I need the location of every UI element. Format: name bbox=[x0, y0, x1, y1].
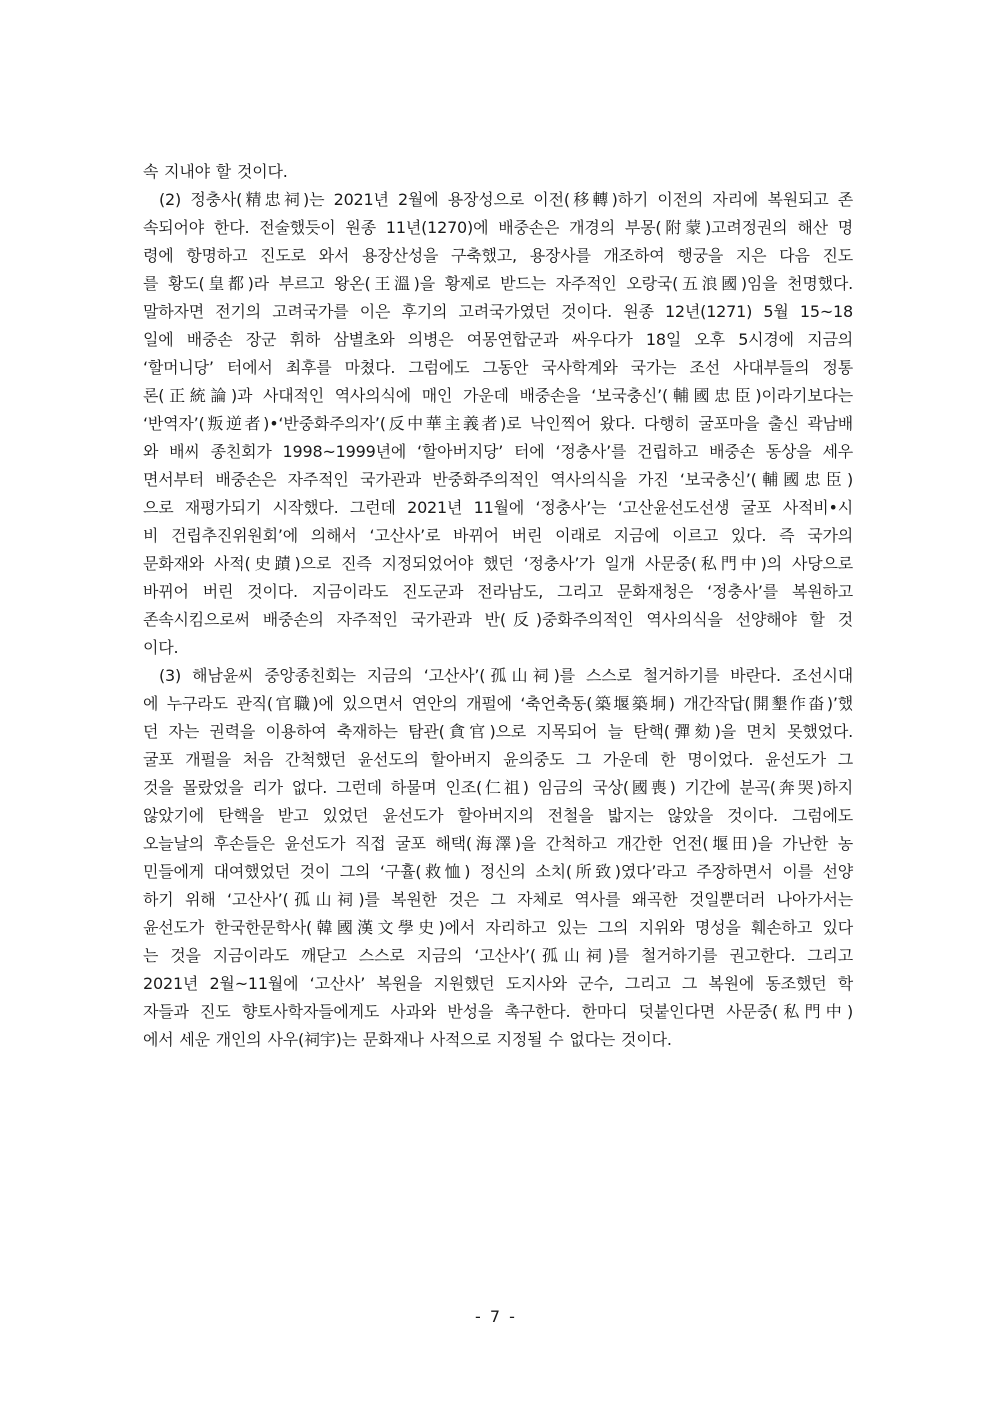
text-line: 는 것을 지금이라도 깨닫고 스스로 지금의 ‘고산사’(孤山祠)를 철거하기를 권고한다. 그리고 bbox=[143, 946, 853, 965]
text-line: 오늘날의 후손들은 윤선도가 직접 굴포 해택(海澤)을 간척하고 개간한 언전(堰田)을 가난한 농 bbox=[143, 834, 853, 853]
text-line: 와 배씨 종친회가 1998~1999년에 ‘할아버지당’ 터에 ‘정충사’를 건립하고 배중손 동상을 세우 bbox=[143, 442, 853, 461]
paragraph-2-first-line: (2) 정충사(精忠祠)는 2021년 2월에 용장성으로 이전(移轉)하기 이전의 자리에 복원되고 존 bbox=[159, 190, 853, 209]
text-line: 않았기에 탄핵을 받고 있었던 윤선도가 할아버지의 전철을 밟지는 않았을 것이다. 그럼에도 bbox=[143, 806, 853, 825]
text-line: 일에 배중손 장군 휘하 삼별초와 의병은 여몽연합군과 싸우다가 18일 오후 5시경에 지금의 bbox=[143, 330, 853, 349]
text-line: 속 지내야 할 것이다. bbox=[143, 162, 288, 181]
text-line: 비 건립추진위원회’에 의해서 ‘고산사’로 바뀌어 버린 이래로 지금에 이르고 있다. 즉 국가의 bbox=[143, 526, 853, 545]
text-line: 하기 위해 ‘고산사’(孤山祠)를 복원한 것은 그 자체로 역사를 왜곡한 것일뿐더러 나아가서는 bbox=[143, 890, 853, 909]
text-line: 말하자면 전기의 고려국가를 이은 후기의 고려국가였던 것이다. 원종 12년(1271) 5월 15~18 bbox=[143, 302, 853, 321]
text-line: 굴포 개펄을 처음 간척했던 윤선도의 할아버지 윤의중도 그 가운데 한 명이었다. 윤선도가 그 bbox=[143, 750, 853, 769]
body-text bbox=[143, 158, 853, 1054]
text-line: ‘반역자’(叛逆者)•‘반중화주의자’(反中華主義者)로 낙인찍어 왔다. 다행히 굴포마을 출신 곽남배 bbox=[143, 414, 853, 433]
text-line: 에서 세운 개인의 사우(祠宇)는 문화재나 사적으로 지정될 수 없다는 것이다. bbox=[143, 1030, 672, 1049]
text-line: 에 누구라도 관직(官職)에 있으면서 연안의 개펄에 ‘축언축동(築堰築垌) 개간작답(開墾作畓)’했 bbox=[143, 694, 853, 713]
text-line: 를 황도(皇都)라 부르고 왕온(王溫)을 황제로 받드는 자주적인 오랑국(五浪國)임을 천명했다. bbox=[143, 274, 853, 293]
text-line: 윤선도가 한국한문학사(韓國漢文學史)에서 자리하고 있는 그의 지위와 명성을 훼손하고 있다 bbox=[143, 918, 853, 937]
text-line: 령에 항명하고 진도로 와서 용장산성을 구축했고, 용장사를 개조하여 행궁을 지은 다음 진도 bbox=[143, 246, 853, 265]
text-line: 자들과 진도 향토사학자들에게도 사과와 반성을 촉구한다. 한마디 덧붙인다면 사문중(私門中) bbox=[143, 1002, 853, 1021]
text-line: 속되어야 한다. 전술했듯이 원종 11년(1270)에 배중손은 개경의 부몽(附蒙)고려정권의 해산 명 bbox=[143, 218, 853, 237]
text-line: 던 자는 권력을 이용하여 축재하는 탐관(貪官)으로 지목되어 늘 탄핵(彈劾)을 면치 못했었다. bbox=[143, 722, 853, 741]
text-line: 으로 재평가되기 시작했다. 그런데 2021년 11월에 ‘정충사’는 ‘고산윤선도선생 굴포 사적비•시 bbox=[143, 498, 853, 517]
text-line: 민들에게 대여했었던 것이 그의 ‘구휼(救恤) 정신의 소치(所致)였다’라고 주장하면서 이를 선양 bbox=[143, 862, 853, 881]
text-line: 2021년 2월~11월에 ‘고산사’ 복원을 지원했던 도지사와 군수, 그리고 그 복원에 동조했던 학 bbox=[143, 974, 853, 993]
text-line: 면서부터 배중손은 자주적인 국가관과 반중화주의적인 역사의식을 가진 ‘보국충신’(輔國忠臣) bbox=[143, 470, 853, 489]
text-line: 존속시킴으로써 배중손의 자주적인 국가관과 반(反)중화주의적인 역사의식을 선양해야 할 것 bbox=[143, 610, 853, 629]
text-line: 론(正統論)과 사대적인 역사의식에 매인 가운데 배중손을 ‘보국충신’(輔國忠臣)이라기보다는 bbox=[143, 386, 853, 405]
page-number: - 7 - bbox=[475, 1307, 517, 1326]
text-line: ‘할머니당’ 터에서 최후를 마쳤다. 그럼에도 그동안 국사학계와 국가는 조선 사대부들의 정통 bbox=[143, 358, 853, 377]
paragraph-3-first-line: (3) 해남윤씨 중앙종친회는 지금의 ‘고산사’(孤山祠)를 스스로 철거하기를 바란다. 조선시대 bbox=[159, 666, 853, 685]
text-line: 바뀌어 버린 것이다. 지금이라도 진도군과 전라남도, 그리고 문화재청은 ‘정충사’를 복원하고 bbox=[143, 582, 853, 601]
text-line: 것을 몰랐었을 리가 없다. 그런데 하물며 인조(仁祖) 임금의 국상(國喪) 기간에 분곡(奔哭)하지 bbox=[143, 778, 853, 797]
text-line: 문화재와 사적(史蹟)으로 진즉 지정되었어야 했던 ‘정충사’가 일개 사문중(私門中)의 사당으로 bbox=[143, 554, 853, 573]
text-line: 이다. bbox=[143, 638, 179, 657]
